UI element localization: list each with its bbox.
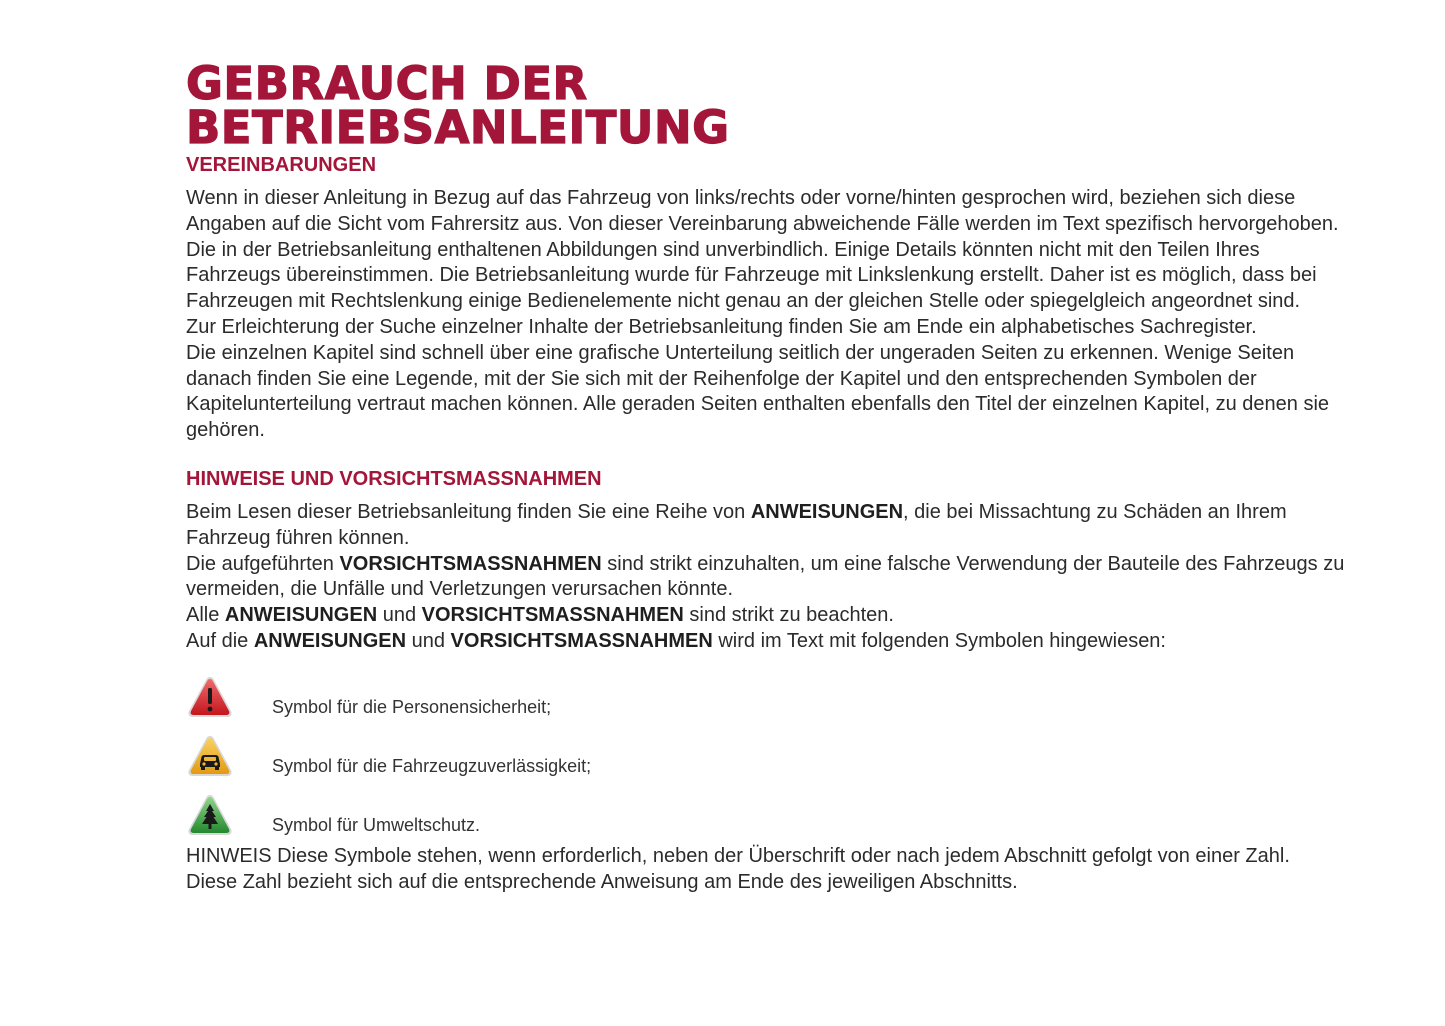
- emphasis-anweisungen: ANWEISUNGEN: [224, 604, 378, 627]
- warning-environment-icon: [186, 792, 234, 840]
- vereinbarungen-text: [186, 186, 1346, 444]
- symbol-label: Symbol für die Personensicherheit;: [272, 696, 552, 717]
- emphasis-anweisungen: ANWEISUNGEN: [253, 629, 407, 652]
- symbol-row-person-safety: [186, 663, 1346, 722]
- symbol-legend: [186, 663, 1346, 840]
- note-line: Diese Zahl bezieht sich auf die entsprechende Anweisung am Ende des jeweiligen Abschnitts.: [186, 870, 1018, 893]
- section-heading-vereinbarungen: VEREINBARUNGEN: [186, 154, 377, 176]
- paragraph: [186, 603, 1346, 629]
- text-run: und: [377, 604, 422, 627]
- note-text: [186, 844, 1346, 896]
- emphasis-vorsichtsmassnahmen: VORSICHTSMASSNAHMEN: [339, 552, 602, 575]
- text-run: sind strikt zu beachten.: [683, 604, 894, 627]
- symbol-row-vehicle: [186, 722, 1346, 781]
- page-title: [186, 57, 1346, 154]
- text-run: und: [406, 629, 451, 652]
- paragraph: Zur Erleichterung der Suche einzelner Inhalte der Betriebsanleitung finden Sie am Ende ein alphabetisches Sachregister.: [186, 315, 1257, 338]
- paragraph: Die in der Betriebsanleitung enthaltenen Abbildungen sind unverbindlich. Einige Details könnten nicht mit den Teilen Ihres Fahrzeugs übereinstimmen. Die Betriebsanleitung wurde für Fahrzeuge mit Linkslenkung erstellt. Daher ist es möglich, dass bei Fahrzeugen mit Rechtslenkung einige Bedienelemente nicht genau an der gleichen Stelle oder spiegelgleich angeordnet sind.: [186, 238, 1317, 313]
- emphasis-vorsichtsmassnahmen: VORSICHTSMASSNAHMEN: [421, 604, 684, 627]
- text-run: sind strikt einzuhalten, um eine falsche Verwendung der Bauteile des Fahrzeugs zu vermeiden, die Unfälle und Verletzungen verursachen könnte.: [186, 552, 1345, 601]
- warning-vehicle-icon: [186, 733, 234, 781]
- symbol-row-environment: [186, 781, 1346, 840]
- warning-person-safety-icon: [186, 674, 234, 722]
- hinweise-text: [186, 500, 1346, 655]
- symbol-label: Symbol für Umweltschutz.: [272, 814, 481, 835]
- paragraph: Wenn in dieser Anleitung in Bezug auf das Fahrzeug von links/rechts oder vorne/hinten gesprochen wird, beziehen sich diese Angaben auf die Sicht vom Fahrersitz aus. Von dieser Vereinbarung abweichende Fälle werden im Text spezifisch hervorgehoben.: [186, 187, 1339, 235]
- text-run: Auf die: [186, 629, 254, 652]
- paragraph: [186, 629, 1346, 655]
- emphasis-vorsichtsmassnahmen: VORSICHTSMASSNAHMEN: [450, 629, 713, 652]
- page-title-line-2: BETRIEBSANLEITUNG: [186, 101, 730, 154]
- emphasis-anweisungen: ANWEISUNGEN: [750, 500, 904, 523]
- paragraph: Die einzelnen Kapitel sind schnell über eine grafische Unterteilung seitlich der ungeraden Seiten zu erkennen. Wenige Seiten danach finden Sie eine Legende, mit der Sie sich mit der Reihenfolge der Kapitel und den entsprechenden Symbolen der Kapitelunterteilung vertraut machen können. Alle geraden Seiten enthalten ebenfalls den Titel der einzelnen Kapitel, zu denen sie gehören.: [186, 341, 1330, 442]
- text-run: , die bei Missachtung zu Schäden an Ihrem Fahrzeug führen können.: [186, 500, 1287, 549]
- paragraph: [186, 500, 1346, 552]
- symbol-label: Symbol für die Fahrzeugzuverlässigkeit;: [272, 755, 592, 776]
- note-line: HINWEIS Diese Symbole stehen, wenn erforderlich, neben der Überschrift oder nach jedem Abschnitt gefolgt von einer Zahl.: [186, 844, 1290, 867]
- page-title-line-1: GEBRAUCH DER: [186, 57, 588, 110]
- text-run: Die aufgeführten: [186, 552, 340, 575]
- paragraph: [186, 552, 1346, 604]
- manual-page: [186, 57, 1346, 895]
- text-run: wird im Text mit folgenden Symbolen hingewiesen:: [712, 629, 1166, 652]
- section-heading-hinweise: HINWEISE UND VORSICHTSMASSNAHMEN: [186, 467, 602, 490]
- text-run: Alle: [186, 604, 225, 627]
- text-run: Beim Lesen dieser Betriebsanleitung finden Sie eine Reihe von: [186, 500, 751, 523]
